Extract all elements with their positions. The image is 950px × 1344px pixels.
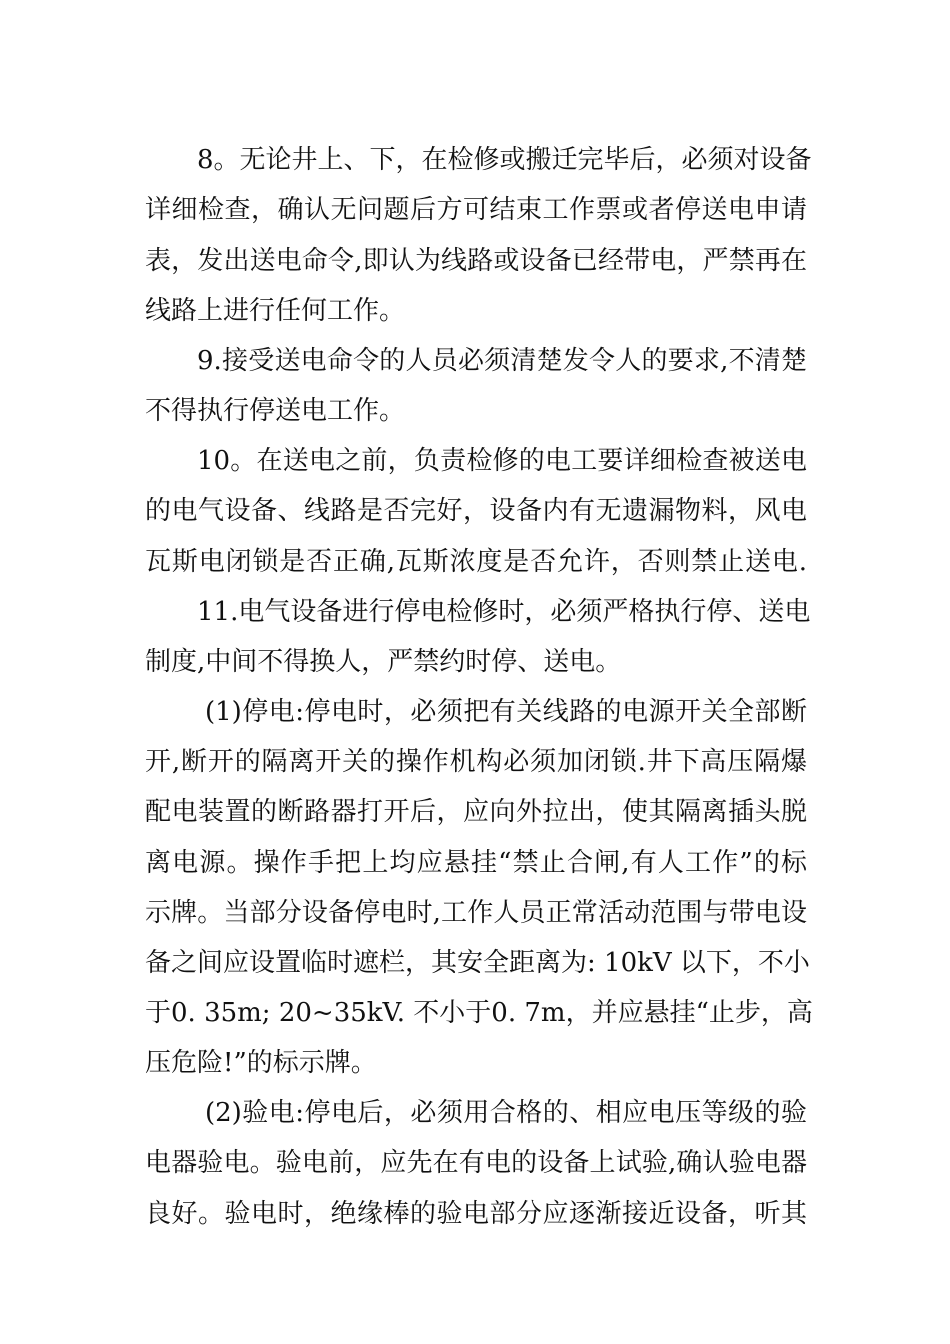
item-1-line-1: (1)停电:停电时，必须把有关线路的电源开关全部断 bbox=[205, 697, 807, 727]
paragraph-10-line-2: 的电气设备、线路是否完好，设备内有无遗漏物料，风电 bbox=[145, 496, 807, 526]
paragraph-10-line-3: 瓦斯电闭锁是否正确,瓦斯浓度是否允许，否则禁止送电. bbox=[145, 547, 807, 577]
item-2-line-3: 良好。验电时，绝缘棒的验电部分应逐渐接近设备，听其 bbox=[145, 1199, 807, 1229]
item-1-line-2: 开,断开的隔离开关的操作机构必须加闭锁.井下高压隔爆 bbox=[145, 747, 807, 777]
paragraph-8-line-1: 8。无论井上、下，在检修或搬迁完毕后，必须对设备 bbox=[197, 145, 812, 175]
item-2-line-1: (2)验电:停电后，必须用合格的、相应电压等级的验 bbox=[205, 1098, 807, 1128]
paragraph-11-line-1: 11.电气设备进行停电检修时，必须严格执行停、送电 bbox=[197, 597, 811, 627]
paragraph-8-line-2: 详细检查，确认无问题后方可结束工作票或者停送电申请 bbox=[145, 195, 807, 225]
paragraph-9-line-2: 不得执行停送电工作。 bbox=[145, 396, 406, 426]
item-1-line-3: 配电装置的断路器打开后，应向外拉出，使其隔离插头脱 bbox=[145, 797, 807, 827]
paragraph-9-line-1: 9.接受送电命令的人员必须清楚发令人的要求,不清楚 bbox=[197, 346, 807, 376]
paragraph-8-line-3: 表，发出送电命令,即认为线路或设备已经带电，严禁再在 bbox=[145, 246, 807, 276]
item-1-line-7: 于0. 35m; 20~35kV. 不小于0. 7m，并应悬挂“止步，高 bbox=[145, 998, 813, 1028]
paragraph-8-line-4: 线路上进行任何工作。 bbox=[145, 296, 406, 326]
item-1-line-8: 压危险!”的标示牌。 bbox=[145, 1048, 377, 1078]
item-1-line-4: 离电源。操作手把上均应悬挂“禁止合闸,有人工作”的标 bbox=[145, 848, 807, 878]
paragraph-11-line-2: 制度,中间不得换人，严禁约时停、送电。 bbox=[145, 647, 622, 677]
paragraph-10-line-1: 10。在送电之前，负责检修的电工要详细检查被送电 bbox=[197, 446, 807, 476]
item-2-line-2: 电器验电。验电前，应先在有电的设备上试验,确认验电器 bbox=[145, 1148, 807, 1178]
item-1-line-6: 备之间应设置临时遮栏，其安全距离为: 10kV 以下，不小 bbox=[145, 948, 810, 978]
item-1-line-5: 示牌。当部分设备停电时,工作人员正常活动范围与带电设 bbox=[145, 898, 807, 928]
